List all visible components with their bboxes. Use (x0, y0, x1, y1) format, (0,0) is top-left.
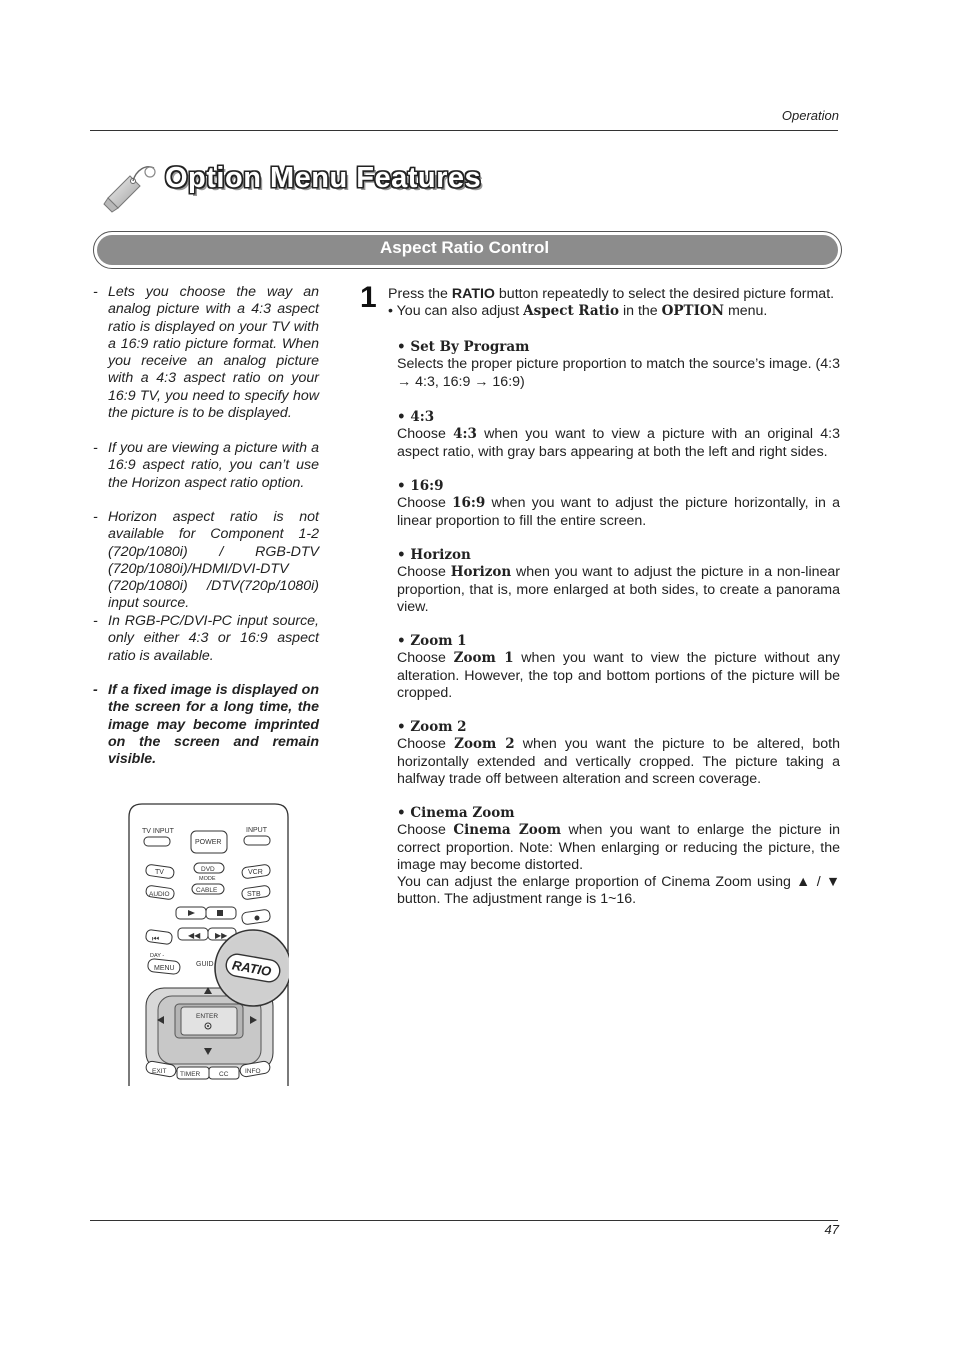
step-instruction: Press the RATIO button repeatedly to select the desired picture format. (388, 286, 835, 302)
option-4-3: • 4:3 Choose 4:3 when you want to view a picture with an original 4:3 aspect ratio, with gray bars appearing at both the left and right sides. (397, 409, 840, 460)
section-banner-title: Aspect Ratio Control (380, 238, 550, 257)
svg-text:TV: TV (155, 869, 164, 876)
note-item: - Lets you choose the way an analog picture with a 4:3 aspect ratio is displayed on your TV with a 16:9 ratio picture format. When you receive an analog picture with a 4:3 aspect ratio on your 16:9 TV, you need to specify how the picture is to be displayed. (93, 284, 319, 422)
option-zoom-1: • Zoom 1 Choose Zoom 1 when you want to view the picture without any alteration. However, the top and bottom portions of the picture will be cropped. (397, 633, 840, 701)
input-label: INPUT (246, 827, 267, 834)
svg-text:MODE: MODE (199, 876, 216, 882)
svg-text:RATIO: RATIO (230, 957, 273, 980)
power-label: POWER (195, 839, 222, 846)
svg-text:CC: CC (219, 1071, 229, 1078)
note-item: - If you are viewing a picture with a 16:9 aspect ratio, you can’t use the Horizon aspect ratio option. (93, 440, 319, 491)
svg-text:TIMER: TIMER (180, 1071, 201, 1078)
remote-control-illustration (128, 803, 289, 1086)
tv-input-label: TV INPUT (142, 828, 174, 835)
svg-text:⏮: ⏮ (152, 934, 160, 943)
input-button (244, 836, 270, 845)
svg-text:ENTER: ENTER (196, 1013, 219, 1020)
svg-text:EXIT: EXIT (152, 1068, 167, 1075)
warning-note: - If a fixed image is displayed on the screen for a long time, the image may become imprinted on the screen and remain visible. (93, 682, 319, 768)
svg-text:MENU: MENU (154, 965, 175, 972)
svg-text:◀◀: ◀◀ (188, 931, 201, 940)
step-number: 1 (360, 281, 377, 314)
tv-input-button (144, 837, 170, 846)
page-title: Option Menu Features (165, 162, 482, 194)
option-16-9: • 16:9 Choose 16:9 when you want to adjust the picture horizontally, in a linear proportion to fill the entire screen. (397, 478, 840, 529)
footer-rule (90, 1220, 838, 1221)
note-item: - In RGB-PC/DVI-PC input source, only either 4:3 or 16:9 aspect ratio is available. (93, 613, 319, 664)
svg-text:STB: STB (247, 891, 261, 898)
svg-text:VCR: VCR (248, 869, 263, 876)
svg-text:INFO: INFO (245, 1068, 261, 1075)
section-label: Operation (781, 108, 839, 123)
option-cinema-zoom: • Cinema Zoom Choose Cinema Zoom when you want to enlarge the picture in correct proportion. Note: When enlarging or reducing the picture, the image may become distorted. You can adjust the enlarge proportion of Cinema Zoom using ▲ / ▼ button. The adjustment range is 1~16. (397, 805, 841, 908)
svg-text:CABLE: CABLE (196, 887, 218, 894)
option-zoom-2: • Zoom 2 Choose Zoom 2 when you want the picture to be altered, both horizontally extended and vertically cropped. The picture taking a halfway trade off between alteration and screen coverage. (397, 719, 840, 787)
step-bullet: • You can also adjust Aspect Ratio in the OPTION menu. (388, 303, 768, 319)
tag-icon (100, 162, 162, 218)
svg-text:AUDIO: AUDIO (149, 891, 170, 898)
option-set-by-program: • Set By Program Selects the proper picture proportion to match the source’s image. (4:3 → 4:3, 16:9 → 16:9) (397, 339, 840, 390)
svg-text:DAY -: DAY - (150, 953, 165, 959)
header-rule (90, 130, 838, 131)
svg-text:GUID: GUID (196, 961, 214, 968)
note-item: - Horizon aspect ratio is not available for Component 1-2 (720p/1080i) / RGB-DTV (720p/1080i)/HDMI/DVI-DTV (720p/1080i) /DTV(720p/1080i) input source. (93, 509, 319, 612)
option-horizon: • Horizon Choose Horizon when you want to adjust the picture in a non-linear proportion, that is, more enlarged at both sides, to create a panorama view. (397, 547, 840, 615)
svg-text:▶▶: ▶▶ (215, 931, 228, 940)
page-number: 47 (824, 1222, 839, 1237)
svg-text:DVD: DVD (201, 866, 215, 873)
